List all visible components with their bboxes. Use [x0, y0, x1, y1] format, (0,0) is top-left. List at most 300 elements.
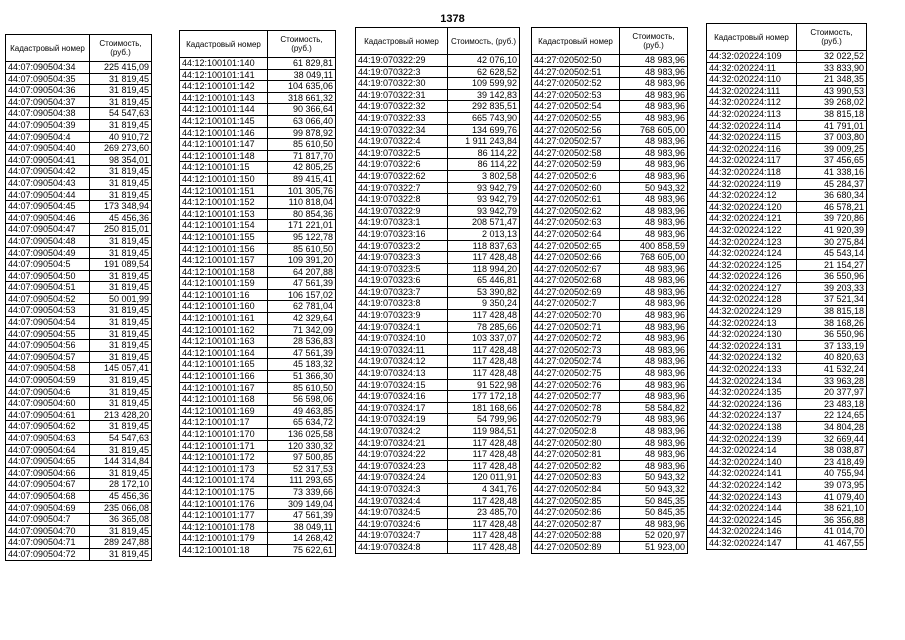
cadastral-number: 44:12:100101:16	[180, 289, 268, 301]
cost-value: 48 983,96	[620, 78, 688, 90]
table-row	[532, 298, 688, 310]
page-number: 1378	[440, 13, 465, 25]
table-row	[707, 120, 867, 132]
cost-value: 58 584,82	[620, 402, 688, 414]
cost-value: 50 845,35	[620, 507, 688, 519]
table-row	[707, 340, 867, 352]
cost-value: 37 133,19	[797, 340, 867, 352]
cost-value: 63 066,40	[268, 115, 336, 127]
cadastral-number: 44:12:100101:168	[180, 394, 268, 406]
cadastral-number: 44:32:020224:114	[707, 120, 797, 132]
table-row	[6, 363, 152, 375]
cadastral-number: 44:19:070322:8	[356, 194, 448, 206]
cost-value: 78 285,66	[448, 321, 520, 333]
cost-value: 318 661,32	[268, 92, 336, 104]
cadastral-number: 44:19:070324:6	[356, 518, 448, 530]
cadastral-number: 44:12:100101:146	[180, 127, 268, 139]
cost-value: 31 819,45	[90, 166, 152, 178]
cadastral-number: 44:32:020224:131	[707, 340, 797, 352]
cadastral-number: 44:12:100101:150	[180, 173, 268, 185]
table-row	[180, 498, 336, 510]
cost-value: 32 022,52	[797, 51, 867, 63]
table-row	[356, 252, 520, 264]
cost-value: 36 550,96	[797, 271, 867, 283]
cost-value: 31 819,45	[90, 85, 152, 97]
table-row	[180, 521, 336, 533]
table-row	[532, 414, 688, 426]
cost-value: 50 001,99	[90, 293, 152, 305]
cost-value: 31 819,45	[90, 375, 152, 387]
table-row	[356, 205, 520, 217]
table-row	[707, 375, 867, 387]
table-row	[6, 490, 152, 502]
cost-value: 48 983,96	[620, 112, 688, 124]
cadastral-number: 44:32:020224:120	[707, 201, 797, 213]
cost-value: 48 983,96	[620, 66, 688, 78]
table-row	[707, 537, 867, 549]
table-row	[707, 271, 867, 283]
table-row	[6, 62, 152, 74]
cadastral-number: 44:27:020502:63	[532, 217, 620, 229]
cadastral-number: 44:12:100101:161	[180, 313, 268, 325]
table-row	[180, 69, 336, 81]
table-row	[180, 278, 336, 290]
cadastral-number: 44:19:070324:13	[356, 368, 448, 380]
cost-value: 54 799,96	[448, 414, 520, 426]
cost-value: 75 622,61	[268, 544, 336, 556]
cost-table-4	[531, 27, 688, 554]
cadastral-number: 44:12:100101:159	[180, 278, 268, 290]
cost-value: 38 038,87	[797, 445, 867, 457]
table-row	[6, 328, 152, 340]
cadastral-number: 44:12:100101:141	[180, 69, 268, 81]
cadastral-number: 44:32:020224:136	[707, 398, 797, 410]
table-row	[356, 136, 520, 148]
cadastral-number: 44:12:100101:140	[180, 58, 268, 70]
table-row	[180, 440, 336, 452]
cadastral-number: 44:27:020502:64	[532, 228, 620, 240]
table-row	[532, 391, 688, 403]
table-row	[356, 507, 520, 519]
cost-value: 86 114,22	[448, 159, 520, 171]
cadastral-number: 44:27:020502:56	[532, 124, 620, 136]
cadastral-number: 44:32:020224:125	[707, 259, 797, 271]
cost-value: 33 963,28	[797, 375, 867, 387]
header-cost: Стоимость, (руб.)	[90, 35, 152, 62]
table-row	[532, 240, 688, 252]
table-row	[707, 201, 867, 213]
cost-value: 48 983,96	[620, 205, 688, 217]
table-row	[6, 386, 152, 398]
cost-value: 34 804,28	[797, 422, 867, 434]
table-row	[6, 421, 152, 433]
cost-value: 31 819,45	[90, 96, 152, 108]
cost-value: 117 428,48	[448, 530, 520, 542]
cost-value: 48 983,96	[620, 310, 688, 322]
table-row	[532, 472, 688, 484]
cadastral-number: 44:07:090504:61	[6, 409, 90, 421]
table-row	[180, 197, 336, 209]
cadastral-number: 44:27:020502:67	[532, 263, 620, 275]
cadastral-number: 44:27:020502:7	[532, 298, 620, 310]
table-row	[707, 97, 867, 109]
table-row	[6, 73, 152, 85]
table-row	[707, 108, 867, 120]
table-row	[6, 224, 152, 236]
cost-value: 38 621,10	[797, 503, 867, 515]
cadastral-number: 44:07:090504:46	[6, 212, 90, 224]
cost-value: 48 983,96	[620, 449, 688, 461]
cost-table-2	[179, 30, 336, 557]
cost-value: 117 428,48	[448, 495, 520, 507]
cost-value: 45 456,36	[90, 212, 152, 224]
table-row	[180, 371, 336, 383]
table-row	[707, 155, 867, 167]
cost-value: 181 168,66	[448, 402, 520, 414]
table-row	[180, 115, 336, 127]
table-row	[356, 344, 520, 356]
table-row	[532, 530, 688, 542]
cost-value: 99 878,92	[268, 127, 336, 139]
table-row	[532, 182, 688, 194]
table-row	[180, 266, 336, 278]
header-cost: Стоимость, (руб.)	[797, 24, 867, 51]
cost-value: 21 348,35	[797, 74, 867, 86]
table-row	[180, 301, 336, 313]
cadastral-number: 44:07:090504:56	[6, 340, 90, 352]
cadastral-number: 44:32:020224:135	[707, 387, 797, 399]
cadastral-number: 44:12:100101:155	[180, 231, 268, 243]
table-row	[707, 190, 867, 202]
cost-value: 208 571,47	[448, 217, 520, 229]
table-row	[356, 263, 520, 275]
cost-value: 41 467,55	[797, 537, 867, 549]
table-row	[707, 456, 867, 468]
table-row	[180, 92, 336, 104]
header-cadastral: Кадастровый номер	[532, 28, 620, 55]
cadastral-number: 44:07:090504:5	[6, 259, 90, 271]
cost-value: 309 149,04	[268, 498, 336, 510]
cadastral-number: 44:32:020224:147	[707, 537, 797, 549]
table-row	[532, 55, 688, 67]
cadastral-number: 44:19:070324:10	[356, 333, 448, 345]
cadastral-number: 44:27:020502:57	[532, 136, 620, 148]
table-row	[6, 270, 152, 282]
cost-value: 31 819,45	[90, 73, 152, 85]
cadastral-number: 44:07:090504:43	[6, 177, 90, 189]
cost-value: 134 699,76	[448, 124, 520, 136]
table-row	[707, 85, 867, 97]
cost-value: 56 598,06	[268, 394, 336, 406]
table-row	[180, 220, 336, 232]
cost-value: 225 415,09	[90, 62, 152, 74]
cadastral-number: 44:32:020224:123	[707, 236, 797, 248]
cadastral-number: 44:19:070322:30	[356, 78, 448, 90]
table-row	[6, 375, 152, 387]
cadastral-number: 44:12:100101:178	[180, 521, 268, 533]
cadastral-number: 44:19:070324:8	[356, 541, 448, 553]
table-row	[180, 394, 336, 406]
cadastral-number: 44:12:100101:17	[180, 417, 268, 429]
cadastral-number: 44:27:020502:62	[532, 205, 620, 217]
cadastral-number: 44:12:100101:157	[180, 255, 268, 267]
cost-value: 54 547,63	[90, 433, 152, 445]
table-row	[532, 124, 688, 136]
cost-value: 86 114,22	[448, 147, 520, 159]
cost-value: 48 983,96	[620, 391, 688, 403]
table-row	[6, 456, 152, 468]
table-row	[6, 119, 152, 131]
cost-value: 31 819,45	[90, 119, 152, 131]
cadastral-number: 44:32:020224:141	[707, 468, 797, 480]
cost-value: 9 350,24	[448, 298, 520, 310]
table-row	[356, 530, 520, 542]
cost-value: 48 983,96	[620, 89, 688, 101]
table-row	[356, 194, 520, 206]
table-row	[180, 208, 336, 220]
cadastral-number: 44:12:100101:18	[180, 544, 268, 556]
cost-value: 117 428,48	[448, 356, 520, 368]
cost-value: 45 456,36	[90, 490, 152, 502]
cadastral-number: 44:07:090504:63	[6, 433, 90, 445]
cadastral-number: 44:27:020502:65	[532, 240, 620, 252]
cost-value: 120 330,32	[268, 440, 336, 452]
cost-value: 71 817,70	[268, 150, 336, 162]
table-row	[180, 243, 336, 255]
cost-value: 85 610,50	[268, 139, 336, 151]
cadastral-number: 44:19:070323:6	[356, 275, 448, 287]
table-row	[532, 286, 688, 298]
cadastral-number: 44:32:020224:119	[707, 178, 797, 190]
table-row	[6, 317, 152, 329]
cost-value: 31 819,45	[90, 467, 152, 479]
cadastral-number: 44:27:020502:88	[532, 530, 620, 542]
cost-value: 61 829,81	[268, 58, 336, 70]
table-row	[532, 333, 688, 345]
table-row	[180, 336, 336, 348]
cadastral-number: 44:12:100101:147	[180, 139, 268, 151]
table-row	[532, 205, 688, 217]
cost-value: 62 628,52	[448, 66, 520, 78]
table-row	[180, 255, 336, 267]
cadastral-number: 44:07:090504:38	[6, 108, 90, 120]
cost-value: 48 983,96	[620, 263, 688, 275]
cost-value: 31 819,45	[90, 317, 152, 329]
cost-value: 1 911 243,84	[448, 136, 520, 148]
cadastral-number: 44:12:100101:15	[180, 162, 268, 174]
table-row	[707, 236, 867, 248]
cadastral-number: 44:32:020224:138	[707, 422, 797, 434]
cost-value: 31 819,45	[90, 421, 152, 433]
cadastral-number: 44:27:020502:86	[532, 507, 620, 519]
cost-value: 20 377,97	[797, 387, 867, 399]
cost-value: 21 154,27	[797, 259, 867, 271]
cadastral-number: 44:32:020224:11	[707, 62, 797, 74]
cadastral-number: 44:19:070322:5	[356, 147, 448, 159]
table-row	[6, 305, 152, 317]
cadastral-number: 44:12:100101:153	[180, 208, 268, 220]
table-row	[707, 51, 867, 63]
cadastral-number: 44:12:100101:175	[180, 486, 268, 498]
table-row	[532, 437, 688, 449]
cadastral-number: 44:07:090504:51	[6, 282, 90, 294]
cadastral-number: 44:19:070324:21	[356, 437, 448, 449]
cadastral-number: 44:27:020502:71	[532, 321, 620, 333]
cost-value: 171 221,01	[268, 220, 336, 232]
cadastral-number: 44:32:020224:142	[707, 479, 797, 491]
cadastral-number: 44:32:020224:116	[707, 143, 797, 155]
cadastral-number: 44:32:020224:112	[707, 97, 797, 109]
cost-value: 31 819,45	[90, 270, 152, 282]
cost-value: 38 049,11	[268, 69, 336, 81]
cadastral-number: 44:07:090504:49	[6, 247, 90, 259]
cadastral-number: 44:32:020224:140	[707, 456, 797, 468]
cadastral-number: 44:27:020502:78	[532, 402, 620, 414]
table-row	[356, 356, 520, 368]
cost-value: 48 983,96	[620, 194, 688, 206]
header-cost: Стоимость, (руб.)	[448, 28, 520, 55]
table-row	[532, 321, 688, 333]
cadastral-number: 44:27:020502:55	[532, 112, 620, 124]
cost-value: 28 536,83	[268, 336, 336, 348]
cadastral-number: 44:12:100101:151	[180, 185, 268, 197]
cadastral-number: 44:27:020502:81	[532, 449, 620, 461]
cost-value: 48 983,96	[620, 368, 688, 380]
table-row	[356, 333, 520, 345]
cost-value: 101 305,76	[268, 185, 336, 197]
table-row	[532, 194, 688, 206]
cost-value: 48 983,96	[620, 228, 688, 240]
table-row	[356, 182, 520, 194]
cadastral-number: 44:12:100101:148	[180, 150, 268, 162]
cost-value: 117 428,48	[448, 460, 520, 472]
cadastral-number: 44:27:020502:58	[532, 147, 620, 159]
table-row	[180, 185, 336, 197]
table-row	[707, 491, 867, 503]
cost-value: 48 983,96	[620, 275, 688, 287]
cost-value: 118 994,20	[448, 263, 520, 275]
table-row	[6, 247, 152, 259]
cost-value: 31 819,45	[90, 247, 152, 259]
cost-value: 289 247,88	[90, 537, 152, 549]
cost-value: 47 561,39	[268, 347, 336, 359]
cost-value: 42 329,64	[268, 313, 336, 325]
cost-value: 93 942,79	[448, 194, 520, 206]
cadastral-number: 44:19:070323:16	[356, 228, 448, 240]
cost-value: 50 943,32	[620, 182, 688, 194]
cadastral-number: 44:19:070322:62	[356, 170, 448, 182]
cadastral-number: 44:19:070324:19	[356, 414, 448, 426]
cost-value: 48 983,96	[620, 333, 688, 345]
table-row	[180, 452, 336, 464]
cost-value: 47 561,39	[268, 278, 336, 290]
cadastral-number: 44:32:020224:109	[707, 51, 797, 63]
cadastral-number: 44:19:070324:23	[356, 460, 448, 472]
header-cadastral: Кадастровый номер	[707, 24, 797, 51]
cost-value: 45 183,32	[268, 359, 336, 371]
table-row	[356, 321, 520, 333]
cadastral-number: 44:19:070324:15	[356, 379, 448, 391]
table-row	[180, 104, 336, 116]
cadastral-number: 44:32:020224:126	[707, 271, 797, 283]
table-row	[707, 213, 867, 225]
cost-value: 250 815,01	[90, 224, 152, 236]
table-row	[6, 409, 152, 421]
cadastral-number: 44:19:070322:4	[356, 136, 448, 148]
table-row	[532, 275, 688, 287]
table-row	[532, 136, 688, 148]
cadastral-number: 44:12:100101:177	[180, 510, 268, 522]
table-row	[707, 445, 867, 457]
cost-value: 52 020,97	[620, 530, 688, 542]
cost-value: 31 819,45	[90, 351, 152, 363]
cost-value: 213 428,20	[90, 409, 152, 421]
cadastral-number: 44:27:020502:82	[532, 460, 620, 472]
cadastral-number: 44:27:020502:73	[532, 344, 620, 356]
table-row	[707, 479, 867, 491]
cadastral-number: 44:19:070322:7	[356, 182, 448, 194]
cadastral-number: 44:19:070322:6	[356, 159, 448, 171]
cost-value: 23 483,18	[797, 398, 867, 410]
header-cadastral: Кадастровый номер	[6, 35, 90, 62]
header-cadastral: Кадастровый номер	[180, 31, 268, 58]
cadastral-number: 44:07:090504:44	[6, 189, 90, 201]
cadastral-number: 44:32:020224:134	[707, 375, 797, 387]
table-row	[6, 537, 152, 549]
cadastral-number: 44:12:100101:174	[180, 475, 268, 487]
cost-value: 31 819,45	[90, 548, 152, 560]
table-row	[356, 414, 520, 426]
cadastral-number: 44:12:100101:143	[180, 92, 268, 104]
cadastral-number: 44:32:020224:111	[707, 85, 797, 97]
cadastral-number: 44:07:090504:6	[6, 386, 90, 398]
table-row	[532, 344, 688, 356]
table-row	[180, 486, 336, 498]
cadastral-number: 44:19:070323:9	[356, 310, 448, 322]
cadastral-number: 44:27:020502:76	[532, 379, 620, 391]
cadastral-number: 44:32:020224:137	[707, 410, 797, 422]
cost-value: 269 273,60	[90, 143, 152, 155]
table-row	[532, 252, 688, 264]
table-row	[532, 402, 688, 414]
cost-value: 39 268,02	[797, 97, 867, 109]
cost-value: 37 003,80	[797, 132, 867, 144]
cost-value: 48 983,96	[620, 321, 688, 333]
cadastral-number: 44:32:020224:121	[707, 213, 797, 225]
table-row	[6, 189, 152, 201]
table-row	[6, 143, 152, 155]
table-row	[532, 426, 688, 438]
cost-value: 144 314,84	[90, 456, 152, 468]
cadastral-number: 44:19:070324:2	[356, 426, 448, 438]
cadastral-number: 44:27:020502:66	[532, 252, 620, 264]
cadastral-number: 44:19:070324:22	[356, 449, 448, 461]
cost-value: 85 610,50	[268, 243, 336, 255]
cost-value: 30 275,84	[797, 236, 867, 248]
cost-value: 64 207,88	[268, 266, 336, 278]
cost-value: 40 910,72	[90, 131, 152, 143]
cost-value: 136 025,58	[268, 429, 336, 441]
cadastral-number: 44:19:070322:31	[356, 89, 448, 101]
header-cost: Стоимость, (руб.)	[268, 31, 336, 58]
cost-value: 62 781,04	[268, 301, 336, 313]
cadastral-number: 44:07:090504:64	[6, 444, 90, 456]
cost-value: 37 456,65	[797, 155, 867, 167]
cost-value: 53 390,82	[448, 286, 520, 298]
cadastral-number: 44:07:090504:50	[6, 270, 90, 282]
cadastral-number: 44:32:020224:113	[707, 108, 797, 120]
cost-value: 22 124,65	[797, 410, 867, 422]
